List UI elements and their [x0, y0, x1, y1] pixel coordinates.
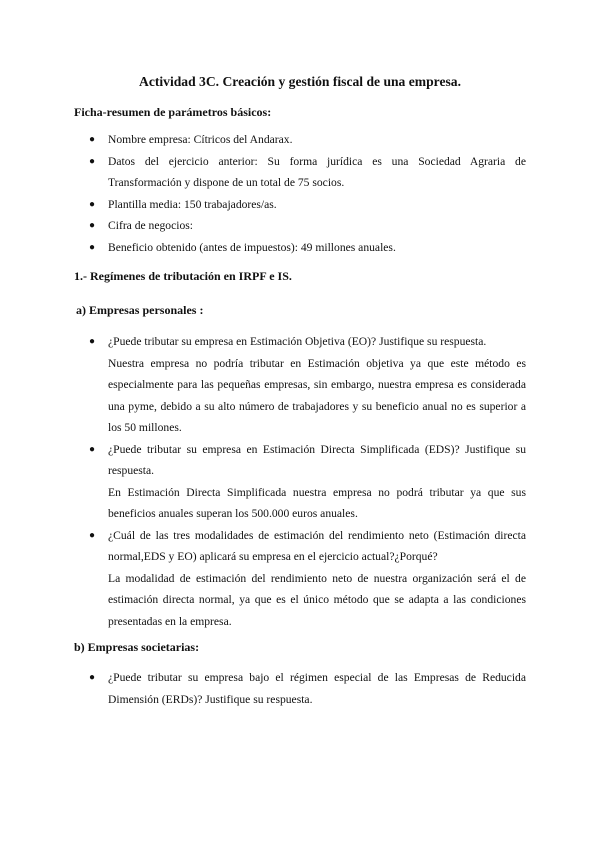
bullet-icon: ●: [89, 198, 96, 210]
question-text: ¿Puede tributar su empresa en Estimación Directa Simplificada (EDS)? Justifique su respuesta.: [108, 442, 526, 477]
bullet-icon: ●: [89, 443, 96, 455]
list-item: ● Nombre empresa: Cítricos del Andarax.: [108, 129, 526, 151]
document-title: Actividad 3C. Creación y gestión fiscal de una empresa.: [139, 74, 461, 89]
question-text: ¿Puede tributar su empresa bajo el régimen especial de las Empresas de Reducida Dimensión (ERDs)? Justifique su respuesta.: [108, 671, 526, 706]
question-text: ¿Puede tributar su empresa en Estimación Objetiva (EO)? Justifique su respuesta.: [108, 335, 487, 348]
list-item: ● Cifra de negocios:: [108, 215, 526, 237]
section-1-heading: 1.- Regímenes de tributación en IRPF e IS.: [74, 269, 292, 283]
summary-list: [89, 129, 526, 258]
list-item: ● Datos del ejercicio anterior: Su forma jurídica es una Sociedad Agraria de Transformación y dispone de un total de 75 socios.: [108, 151, 526, 194]
list-item: [89, 667, 526, 710]
bullet-icon: ●: [89, 336, 96, 347]
answer-text: En Estimación Directa Simplificada nuestra empresa no podrá tributar ya que sus beneficios anuales superan los 500.000 euros anuales.: [108, 485, 526, 520]
list-item: [89, 331, 526, 439]
bullet-icon: ●: [89, 220, 96, 231]
subsection-b-heading: b) Empresas societarias:: [74, 640, 200, 654]
bullet-icon: ●: [89, 134, 96, 145]
subsection-a-list: [89, 331, 526, 632]
bullet-icon: ●: [89, 241, 96, 253]
subsection-a-heading: a) Empresas personales :: [76, 303, 204, 317]
list-item: ● Plantilla media: 150 trabajadores/as.: [108, 194, 526, 216]
list-item: [89, 439, 526, 525]
subsection-b-list: [89, 667, 526, 710]
answer-text: La modalidad de estimación del rendimiento neto de nuestra organización será el de estimación directa normal, ya que es el único método que se adapta a las condiciones presentadas en la empresa.: [108, 571, 526, 628]
bullet-icon: ●: [89, 672, 96, 683]
answer-text: Nuestra empresa no podría tributar en Estimación objetiva ya que este método es especialmente para las pequeñas empresas, sin embargo, nuestra empresa es considerada una pyme, debido a su alto número de trabajadores y su beneficio anual no es superior a los 50 millones.: [108, 356, 526, 434]
question-text: ¿Cuál de las tres modalidades de estimación del rendimiento neto (Estimación directa normal,EDS y EO) aplicará su empresa en el ejercicio actual?¿Porqué?: [108, 528, 526, 563]
list-item: ● Beneficio obtenido (antes de impuestos): 49 millones anuales.: [108, 237, 526, 259]
bullet-icon: ●: [89, 155, 96, 167]
bullet-icon: ●: [89, 529, 96, 541]
summary-heading: Ficha-resumen de parámetros básicos:: [74, 105, 272, 119]
list-item: [89, 525, 526, 633]
